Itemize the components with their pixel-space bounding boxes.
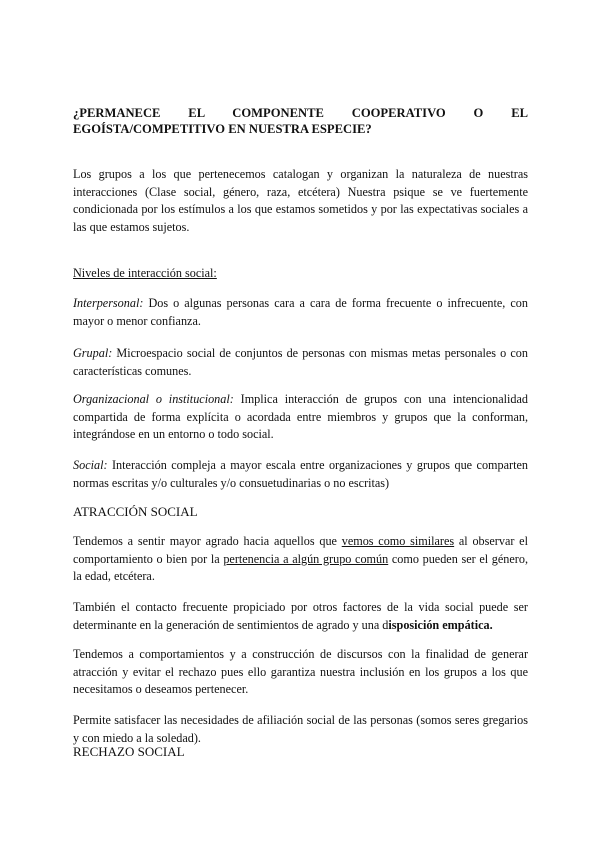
level-grupal-text: Microespacio social de conjuntos de personas con mismas metas personales o con características comunes. <box>73 346 528 378</box>
rechazo-heading: RECHAZO SOCIAL <box>73 744 185 759</box>
level-social-label: Social: <box>73 458 108 472</box>
atraccion-p1-underline-pertenencia: pertenencia a algún grupo común <box>223 551 389 566</box>
levels-heading: Niveles de interacción social: <box>73 266 217 280</box>
level-organizacional-label: Organizacional o institucional: <box>73 392 234 406</box>
level-organizacional-text: Implica interacción de grupos con una intencionalidad compartida de forma explícita o acordada entre miembros y grupos que la conforman, integrándose en un entorno o todo social. <box>73 392 528 441</box>
document-title: ¿PERMANECE EL COMPONENTE COOPERATIVO O EL EGOÍSTA/COMPETITIVO EN NUESTRA ESPECIE? <box>73 106 528 136</box>
atraccion-p1-text-c: como pueden ser el género, la edad, etcétera. <box>73 551 529 583</box>
atraccion-paragraph-2 <box>73 599 528 634</box>
atraccion-p1-text-b: al observar el comportamiento o bien por la <box>73 534 528 566</box>
level-grupal <box>73 345 528 380</box>
atraccion-paragraph-1 <box>73 533 528 586</box>
level-interpersonal-text: Dos o algunas personas cara a cara de forma frecuente o infrecuente, con mayor o menor confianza. <box>73 296 528 328</box>
level-interpersonal-label: Interpersonal: <box>73 296 144 310</box>
atraccion-paragraph-4: Permite satisfacer las necesidades de afiliación social de las personas (somos seres gregarios y con miedo a la soledad). <box>73 713 528 745</box>
atraccion-paragraph-3: Tendemos a comportamientos y a construcción de discursos con la finalidad de generar atracción y evitar el rechazo pues ello garantiza nuestra inclusión en los grupos a los que necesitamos o deseamos pertenecer. <box>73 647 528 696</box>
atraccion-p1-text-a: Tendemos a sentir mayor agrado hacia aquellos que <box>73 534 342 548</box>
level-social <box>73 457 528 492</box>
level-grupal-label: Grupal: <box>73 346 113 360</box>
level-interpersonal <box>73 295 528 330</box>
atraccion-p1-underline-similares: vemos como similares <box>341 534 455 548</box>
atraccion-heading: ATRACCIÓN SOCIAL <box>73 504 198 519</box>
atraccion-p2-bold: isposición empática. <box>388 617 493 632</box>
intro-paragraph: Los grupos a los que pertenecemos catalogan y organizan la naturaleza de nuestras interacciones (Clase social, género, raza, etcétera) Nuestra psique se ve fuertemente condicionada por los estímulos a los que estamos sometidos y por las expectativas sociales a las que estamos sujetos. <box>73 167 528 234</box>
level-social-text: Interacción compleja a mayor escala entre organizaciones y grupos que comparten normas escritas y/o culturales y/o consuetudinarias o no escritas) <box>73 458 528 490</box>
level-organizacional <box>73 391 528 444</box>
atraccion-p2-text: También el contacto frecuente propiciado por otros factores de la vida social puede ser determinante en la generación de sentimientos de agrado y una d <box>73 600 528 632</box>
